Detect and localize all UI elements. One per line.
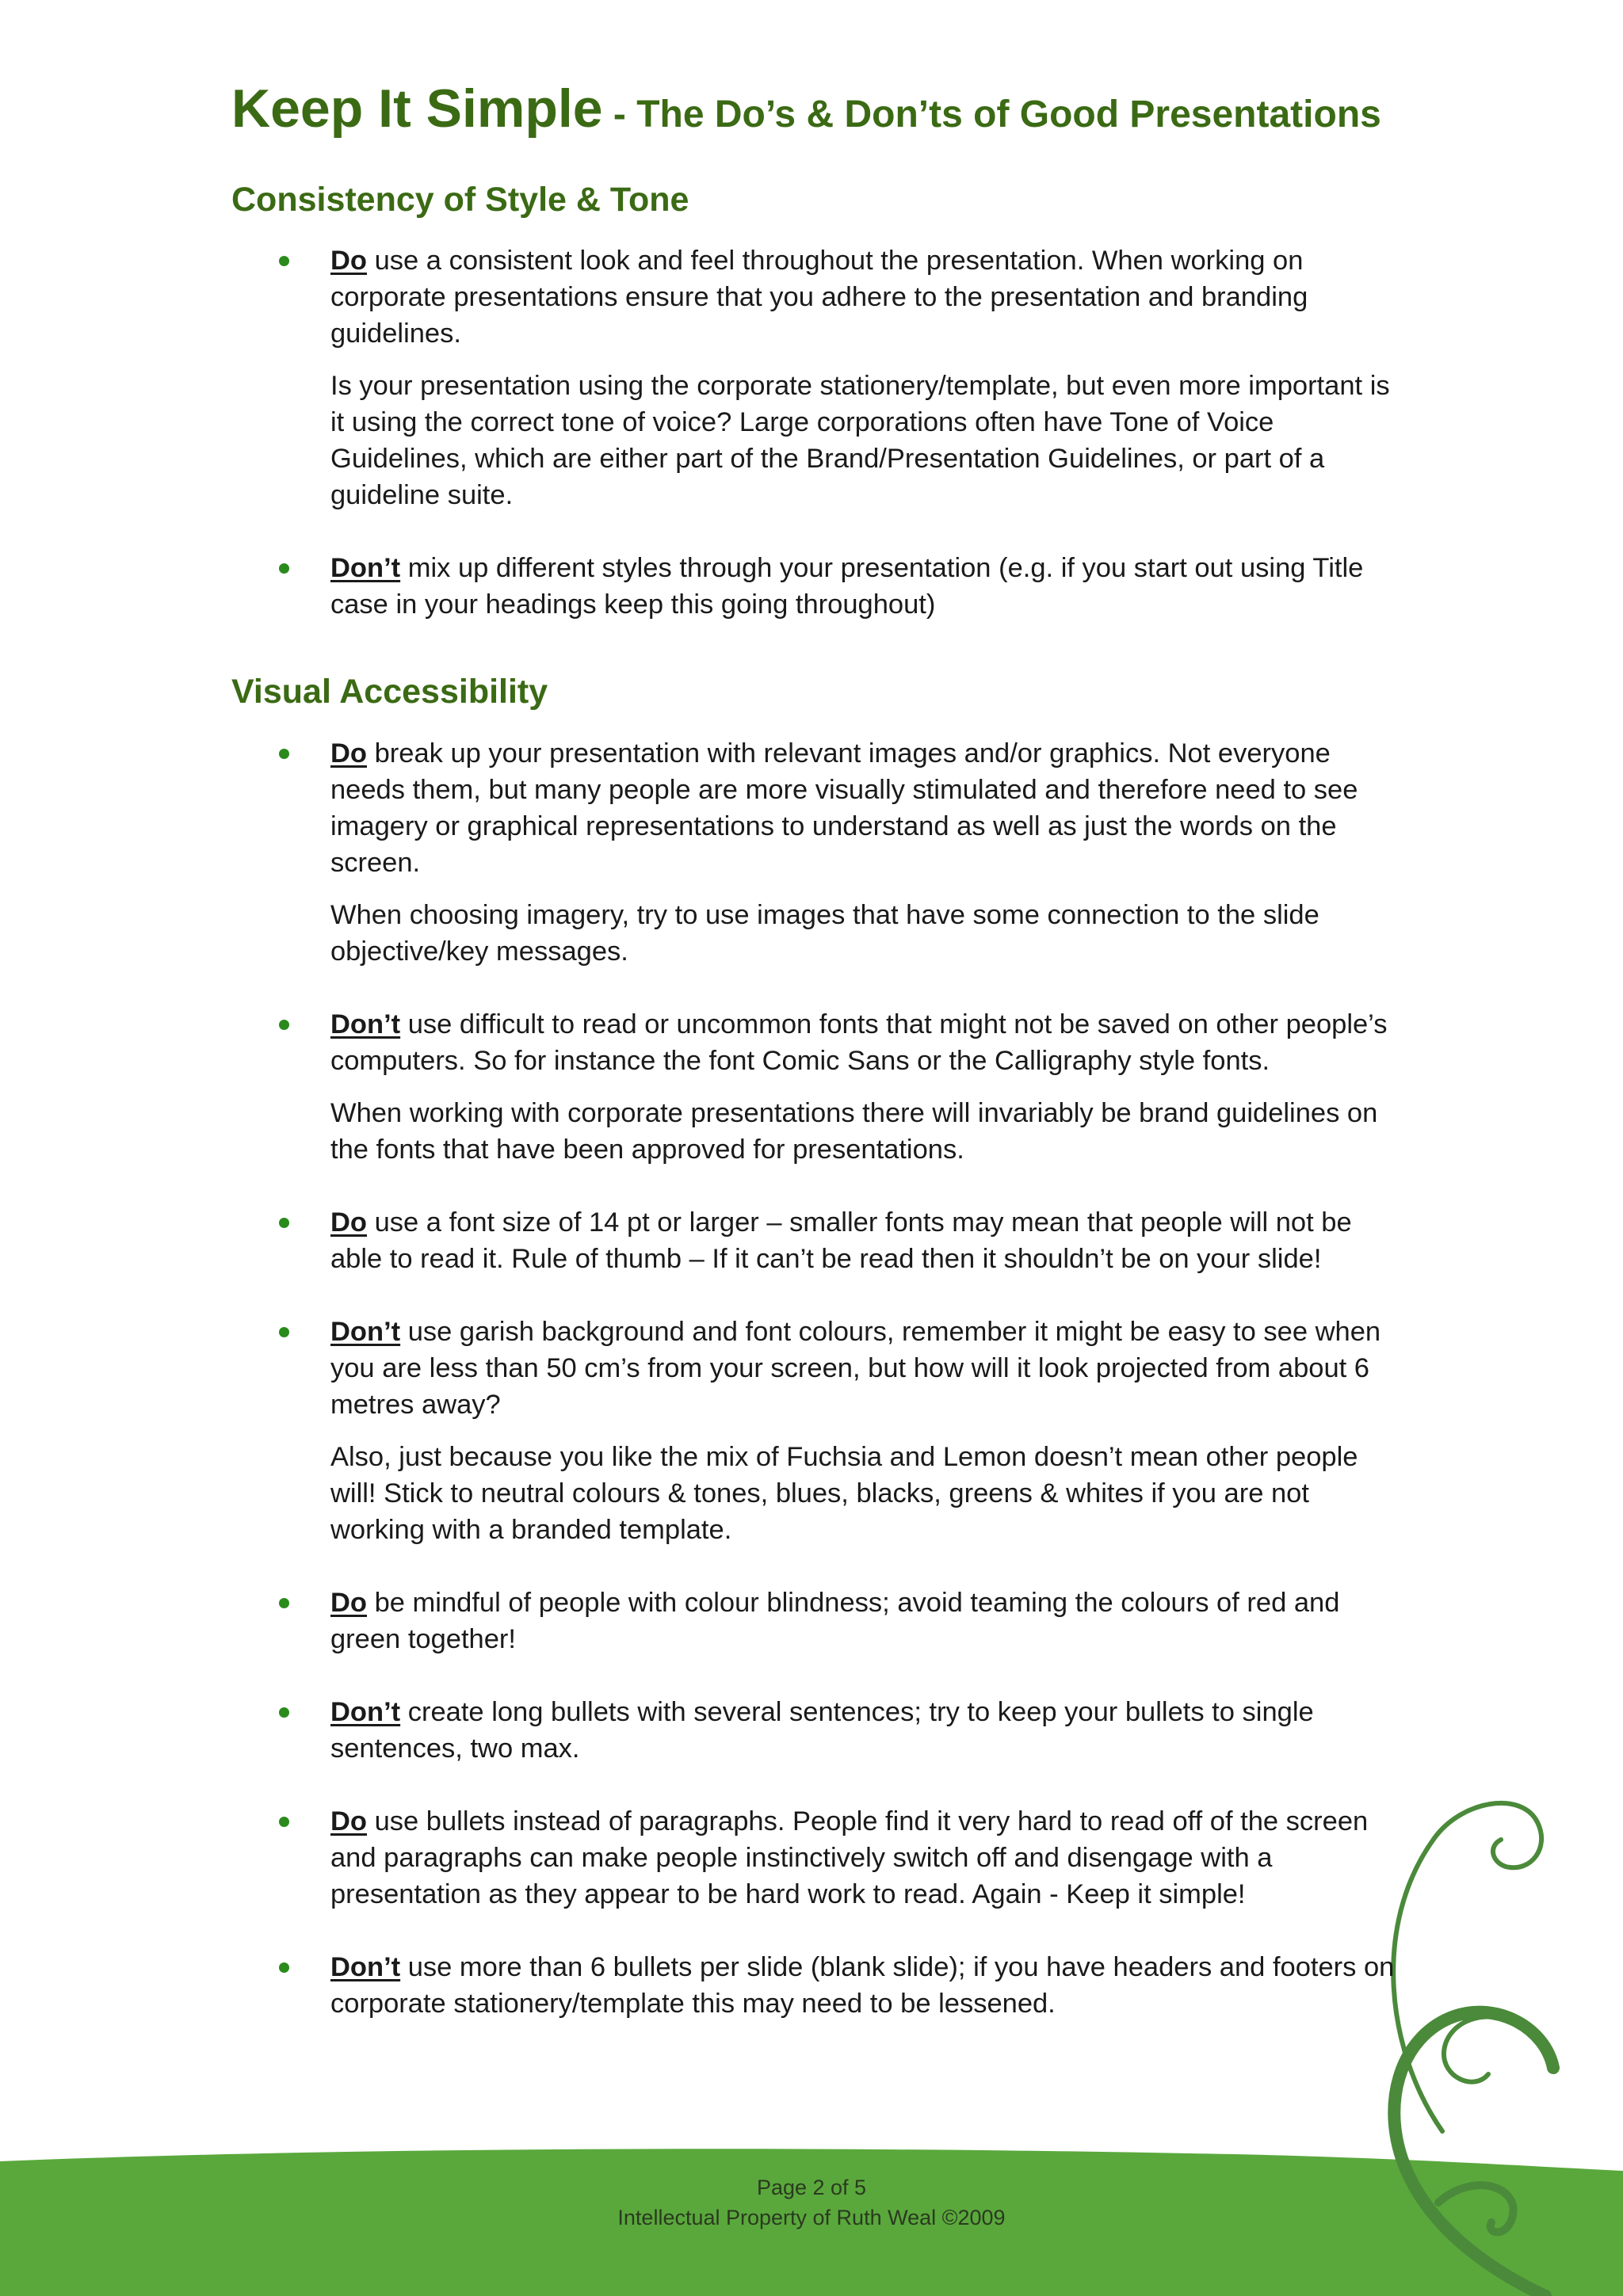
bullet-body: use bullets instead of paragraphs. People find it very hard to read off of the screen and paragraphs can make people instinctively switch off and disengage with a presentation as they appear to be hard work to read. Again - Keep it simple! — [330, 1806, 1369, 1909]
bullet-text — [330, 1694, 1404, 1767]
bullet-keyword: Do — [330, 738, 367, 769]
bullet-keyword: Don’t — [330, 1696, 401, 1727]
page-footer — [0, 2172, 1623, 2233]
bullet-text — [330, 1585, 1404, 1657]
bullet-dot-icon — [279, 1817, 289, 1827]
bullet-body: use more than 6 bullets per slide (blank slide); if you have headers and footers on corporate stationery/template this may need to be lessened. — [330, 1951, 1395, 2019]
title-main: Keep It Simple — [231, 78, 603, 139]
bullet-dot-icon — [279, 1020, 289, 1030]
bullet-body: use garish background and font colours, remember it might be easy to see when you are less than 50 cm’s from your screen, but how will it look projected from about 6 metres away? — [330, 1316, 1381, 1420]
document-title — [231, 79, 1404, 139]
bullet-text — [330, 550, 1404, 623]
list-item — [231, 1204, 1404, 1277]
bullet-body: create long bullets with several sentences; try to keep your bullets to single sentences, two max. — [330, 1696, 1314, 1764]
bullet-extra-paragraph: When choosing imagery, try to use images that have some connection to the slide objective/key messages. — [330, 899, 1319, 967]
list-item — [231, 735, 1404, 970]
bullet-extra-paragraph: Is your presentation using the corporate stationery/template, but even more important is it using the correct tone of voice? Large corporations often have Tone of Voice Guidelines, which are either part of the Brand/Presentation Guidelines, or part of a guideline suite. — [330, 371, 1390, 511]
bullet-text — [330, 242, 1404, 352]
list-item — [231, 1314, 1404, 1548]
section-heading-consistency: Consistency of Style & Tone — [231, 180, 689, 219]
bullet-text — [330, 1949, 1404, 2022]
list-item — [231, 242, 1404, 513]
bullet-body: use difficult to read or uncommon fonts that might not be saved on other people’s computers. So for instance the font Comic Sans or the Calligraphy style fonts. — [330, 1009, 1388, 1076]
bullet-body: use a consistent look and feel throughout the presentation. When working on corporate presentations ensure that you adhere to the presentation and branding guidelines. — [330, 246, 1308, 349]
list-item — [231, 1694, 1404, 1767]
bullet-keyword: Don’t — [330, 1316, 401, 1347]
bullet-extra-paragraph: When working with corporate presentations there will invariably be brand guidelines on the fonts that have been approved for presentations. — [330, 1097, 1378, 1165]
bullet-keyword: Don’t — [330, 553, 401, 584]
page-number: Page 2 of 5 — [756, 2176, 867, 2199]
bullet-dot-icon — [279, 1962, 289, 1973]
section-heading-visual-accessibility: Visual Accessibility — [231, 673, 548, 711]
copyright-notice: Intellectual Property of Ruth Weal ©2009 — [617, 2206, 1006, 2229]
bullet-text — [330, 735, 1404, 881]
list-item — [231, 1803, 1404, 1913]
bullet-dot-icon — [279, 256, 289, 266]
bullet-body: break up your presentation with relevant images and/or graphics. Not everyone needs them, but many people are more visually stimulated and therefore need to see imagery or graphical representations to understand as well as just the words on the screen. — [330, 738, 1358, 878]
bullet-keyword: Don’t — [330, 1009, 401, 1039]
bullet-keyword: Do — [330, 1806, 367, 1836]
bullet-dot-icon — [279, 1218, 289, 1228]
bullet-dot-icon — [279, 1707, 289, 1718]
bullet-text — [330, 1204, 1404, 1277]
bullet-text — [330, 1006, 1404, 1079]
bullet-body: use a font size of 14 pt or larger – smaller fonts may mean that people will not be able to read it. Rule of thumb – If it can’t be read then it shouldn’t be on your slide! — [330, 1207, 1352, 1274]
list-item — [231, 550, 1404, 623]
content-column — [231, 79, 1404, 2058]
bullet-keyword: Don’t — [330, 1951, 401, 1982]
bullet-text — [330, 1314, 1404, 1423]
list-item — [231, 1585, 1404, 1657]
bullet-dot-icon — [279, 1598, 289, 1608]
bullet-extra-paragraph: Also, just because you like the mix of Fuchsia and Lemon doesn’t mean other people will! Stick to neutral colours & tones, blues, blacks, greens & whites if you are not working with a branded template. — [330, 1441, 1358, 1545]
bullet-keyword: Do — [330, 1587, 367, 1618]
title-subtitle: - The Do’s & Don’ts of Good Presentations — [602, 93, 1381, 135]
list-item — [231, 1006, 1404, 1168]
bullet-body: be mindful of people with colour blindness; avoid teaming the colours of red and green together! — [330, 1587, 1340, 1654]
bullet-dot-icon — [279, 749, 289, 759]
bullet-body: mix up different styles through your presentation (e.g. if you start out using Title case in your headings keep this going throughout) — [330, 553, 1364, 620]
list-item — [231, 1949, 1404, 2022]
bullet-dot-icon — [279, 1327, 289, 1337]
bullet-keyword: Do — [330, 1207, 367, 1238]
bullet-text — [330, 1803, 1404, 1913]
bullet-keyword: Do — [330, 246, 367, 277]
bullet-dot-icon — [279, 563, 289, 574]
bullet-list-visual-accessibility — [231, 735, 1404, 2022]
bullet-list-consistency — [231, 242, 1404, 623]
